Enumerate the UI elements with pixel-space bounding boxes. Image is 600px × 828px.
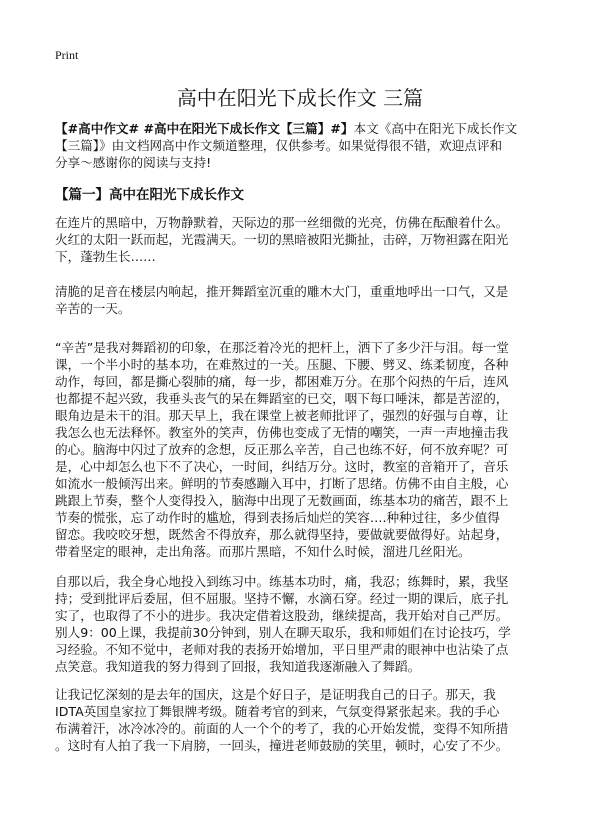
body-paragraph — [55, 214, 555, 265]
body-paragraph — [55, 686, 555, 754]
document-title: 高中在阳光下成长作文 三篇 — [176, 86, 424, 110]
intro-line: 本文《高中在阳光下成长作文 — [353, 121, 518, 136]
intro-line: 【三篇】》由文档网高中作文频道整理，仅供参考。如果觉得很不错，欢迎点评和 — [55, 138, 503, 153]
paragraph-line: 辛苦的一天。 — [55, 301, 131, 316]
paragraph-line: 节奏的慌张，忘了动作时的尴尬，得到表扬后灿烂的笑容….种种过往，多少值得 — [55, 510, 500, 525]
paragraph-line: 跳跟上节奏，整个人变得投入，脑海中出现了无数画面，练基本功的痛苦，跟不上 — [55, 493, 509, 508]
paragraph-line: 习经验。不知不觉中，老师对我的表扬开始增加，平日里严肃的眼神中也沾染了点 — [55, 642, 509, 657]
intro-line: 分享～感谢你的阅读与支持! — [55, 155, 212, 170]
body-paragraph — [55, 339, 555, 560]
paragraph-line: “辛苦”是我对舞蹈初的印象，在那泛着冷光的把杆上，洒下了多少汗与泪。每一堂 — [55, 340, 509, 355]
section-heading: 【篇一】高中在阳光下成长作文 — [55, 187, 244, 203]
paragraph-line: 带着坚定的眼神，走出角落。而那片黑暗，不知什么时候，溜进几丝阳光。 — [55, 544, 471, 559]
paragraph-line: 动作，每回，都是撕心裂肺的痛，每一步，都困难万分。在那个闷热的午后，连风 — [55, 374, 509, 389]
paragraph-line: 实了，也取得了不小的进步。我决定借着这股劲，继续提高，我开始对自己严厉。 — [55, 608, 509, 623]
body-paragraph — [55, 283, 555, 317]
intro-paragraph — [55, 120, 555, 171]
paragraph-line: IDTA英国皇家拉丁舞银牌考级。随着考官的到来，气氛变得紧张起来。我的手心 — [55, 704, 500, 719]
body-paragraph — [55, 573, 555, 675]
paragraph-line: 我怎么也无法释怀。教室外的笑声，仿佛也变成了无情的嘲笑，一声一声地撞击我 — [55, 425, 509, 440]
paragraph-line: 布满着汗，冰冷冰冷的。前面的人一个个的考了，我的心开始发慌，变得不知所措 — [55, 721, 509, 736]
paragraph-line: 自那以后，我全身心地投入到练习中。练基本功时，痛，我忍；练舞时，累，我坚 — [55, 574, 509, 589]
paragraph-line: 别人9：00上课，我提前30分钟到，别人在聊天取乐，我和师姐们在讨论技巧，学 — [55, 625, 511, 640]
paragraph-line: 清脆的足音在楼层内响起，推开舞蹈室沉重的雕木大门，重重地呼出一口气，又是 — [55, 284, 509, 299]
paragraph-line: 如流水一般倾泻出来。鲜明的节奏感蹦入耳中，打断了思绪。仿佛不由自主般，心 — [55, 476, 509, 491]
print-label[interactable]: Print — [55, 48, 79, 62]
paragraph-line: 下，蓬勃生长…… — [55, 249, 156, 264]
paragraph-line: 在连片的黑暗中，万物静默着，天际边的那一丝细微的光亮，仿佛在酝酿着什么。 — [55, 215, 509, 230]
paragraph-line: 的心。脑海中闪过了放弃的念想，反正那么辛苦，自己也练不好，何不放弃呢？可 — [55, 442, 509, 457]
paragraph-line: 留恋。我咬咬牙想，既然舍不得放弃，那么就得坚持，要做就要做得好。站起身， — [55, 527, 509, 542]
paragraph-line: 。这时有人拍了我一下肩膀，一回头，撞进老师鼓励的笑里，顿时，心安了不少。 — [55, 738, 509, 753]
paragraph-line: 也都提不起兴致，我垂头丧气的呆在舞蹈室的已交，咽下每口唾沫，都是苦涩的， — [55, 391, 509, 406]
paragraph-line: 是，心中却怎么也下不了决心，一时间，纠结万分。这时，教室的音箱开了，音乐 — [55, 459, 509, 474]
paragraph-line: 让我记忆深刻的是去年的国庆，这是个好日子，是证明我自己的日子。那天，我 — [55, 687, 496, 702]
paragraph-line: 火红的太阳一跃而起，光霞满天。一切的黑暗被阳光撕扯，击碎，万物袒露在阳光 — [55, 232, 509, 247]
intro-tags: 【#高中作文# #高中在阳光下成长作文【三篇】#】 — [55, 121, 354, 136]
paragraph-line: 点笑意。我知道我的努力得到了回报，我知道我逐渐融入了舞蹈。 — [55, 659, 421, 674]
paragraph-line: 眼角边是未干的泪。那天早上，我在课堂上被老师批评了，强烈的好强与自尊，让 — [55, 408, 509, 423]
paragraph-line: 课，一个半小时的基本功，在难熬过的一关。压腿、下腰、劈叉、练柔韧度，各种 — [55, 357, 509, 372]
paragraph-line: 持；受到批评后委屈，但不屈服。坚持不懈，水滴石穿。经过一期的课后，底子扎 — [55, 591, 509, 606]
